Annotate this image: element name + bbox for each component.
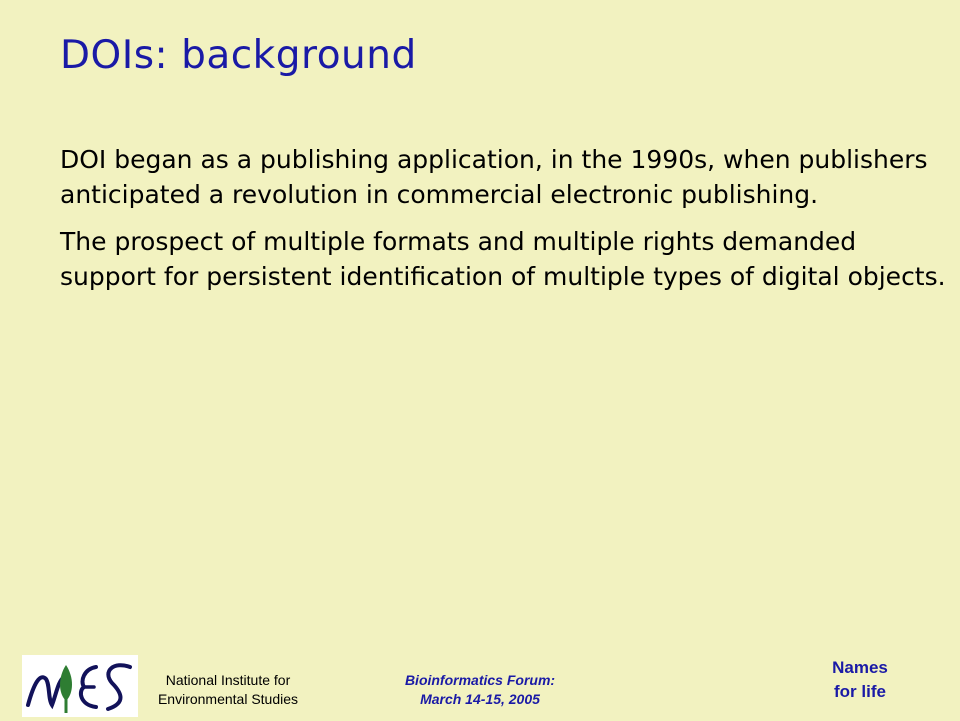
forum-name: Bioinformatics Forum: bbox=[404, 672, 556, 688]
institute-name bbox=[138, 671, 318, 709]
tagline-line-2: for life bbox=[834, 682, 886, 701]
tagline bbox=[790, 656, 930, 704]
institute-line-2: Environmental Studies bbox=[157, 691, 299, 707]
slide-footer bbox=[0, 650, 960, 720]
paragraph-persistent-identification: The prospect of multiple formats and multiple rights demanded support for persistent identification of multiple types of digital objects. bbox=[60, 227, 946, 291]
institute-line-1: National Institute for bbox=[165, 672, 291, 688]
slide-title: DOIs: background bbox=[60, 33, 417, 78]
nies-logo-graphic bbox=[22, 655, 138, 717]
forum-dates: March 14-15, 2005 bbox=[420, 691, 540, 707]
nies-logo bbox=[22, 655, 138, 717]
forum-info bbox=[380, 671, 580, 709]
slide-body bbox=[60, 142, 952, 306]
tagline-line-1: Names bbox=[832, 658, 888, 677]
paragraph-doi-origin: DOI began as a publishing application, in the 1990s, when publishers anticipated a revolution in commercial electronic publishing. bbox=[60, 145, 928, 209]
